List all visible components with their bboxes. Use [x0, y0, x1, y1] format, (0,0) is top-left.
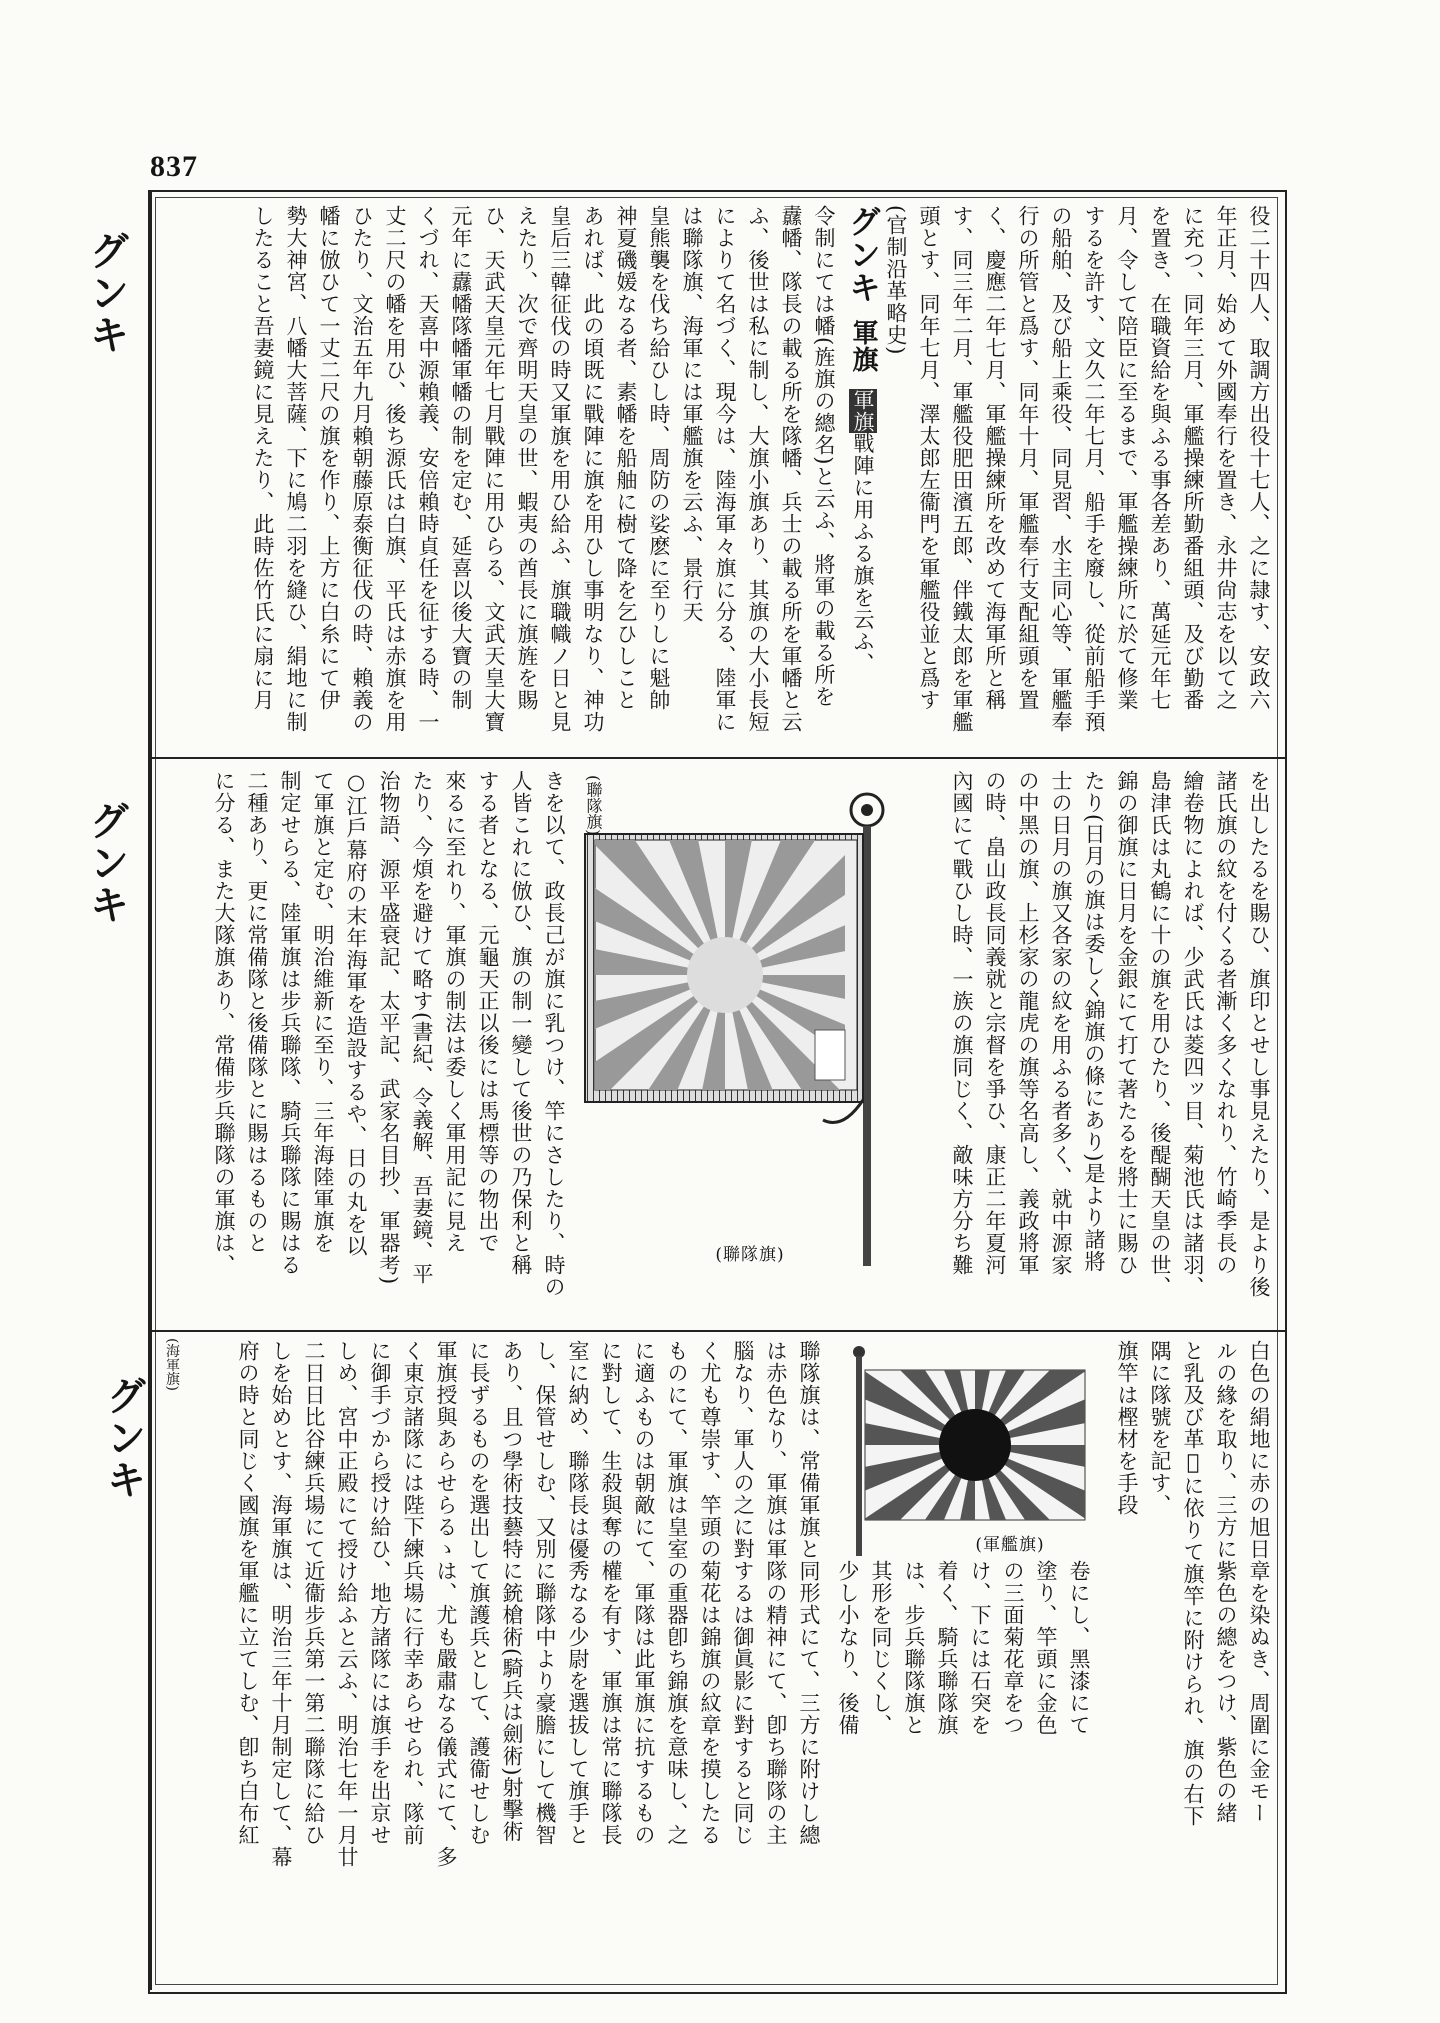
side-headword: グンキ — [100, 1375, 147, 1501]
text-line: 白色の絹地に赤の旭日章を染ぬき、周圍に金モー — [1247, 1340, 1271, 1824]
text-line: 島津氏は丸鶴に十の旗を用ひたり、後醍醐天皇の世、 — [1148, 770, 1172, 1298]
text-line: 頭とす、同年七月、澤太郎左衞門を軍艦役並と爲す — [917, 205, 941, 711]
text-line: ひたり、文治五年九月賴朝藤原泰衡征伐の時、賴義の — [350, 205, 374, 733]
section3-text-right-top — [1100, 1340, 1275, 1980]
text-line: を出したるを賜ひ、旗印とせし事見えたり、是より後 — [1247, 770, 1271, 1298]
regimental-flag-figure — [575, 770, 915, 1290]
text-line: くづれ、天喜中源賴義、安倍賴時貞任を征する時、一 — [416, 205, 440, 733]
text-line: 聯隊旗は、常備軍旗と同形式にて、三方に附けし總 — [797, 1340, 821, 1846]
text-line: 年正月、始めて外國奉行を置き、永井尙志を以て之 — [1214, 205, 1238, 711]
text-line: し、保管せしむ、又別に聯隊中より豪膽にして機智 — [533, 1340, 557, 1846]
text-line: 神夏磯媛なる者、素幡を船舳に樹て降を乞ひしこと — [614, 205, 638, 711]
figure-small-label: (聯隊旗) — [584, 775, 603, 836]
text-line: を置き、在職資給を與ふる事各差あり、萬延元年七 — [1148, 205, 1172, 711]
text-line: 人皆これに倣ひ、旗の制一變して後世の乃保利と稱 — [509, 770, 533, 1276]
text-line: は赤色なり、軍旗は軍隊の精神にて、卽ち聯隊の主 — [764, 1340, 788, 1846]
text-line: と乳及び革𨱆に依りて旗竿に附けられ、旗の右下 — [1181, 1340, 1205, 1827]
text-line: に充つ、同年三月、軍艦操練所勤番組頭、及び勤番 — [1181, 205, 1205, 711]
text-line: 錦の御旗に日月を金銀にて打て著たるを將士に賜ひ — [1115, 770, 1139, 1276]
section-divider — [150, 1330, 1285, 1332]
text-line: えたり、次で齊明天皇の世、蝦夷の酋長に旗旌を賜 — [515, 205, 539, 711]
section3-text-right-bottom — [830, 1560, 1095, 1980]
text-line: 役二十四人、取調方出役十七人、之に隷す、安政六 — [1247, 205, 1271, 711]
text-line: す、同三年二月、軍艦役肥田濱五郎、伴鐵太郎を軍艦 — [950, 205, 974, 733]
text-line: 內國にて戰ひし時、一族の旗同じく、敵味方分ち難 — [950, 770, 974, 1276]
text-line: 丈二尺の幡を用ひ、後ち源氏は白旗、平氏は赤旗を用 — [383, 205, 407, 733]
section1-text — [160, 205, 1275, 750]
figure-caption: (聯隊旗) — [715, 1245, 785, 1265]
side-headword: グンキ — [83, 230, 130, 356]
side-headword: グンキ — [83, 800, 130, 926]
text-line: け、下には石突を — [968, 1560, 992, 1736]
section2-text-right — [925, 770, 1275, 1325]
text-line: 二日日比谷練兵場にて近衞步兵第一第二聯隊に給ひ — [302, 1340, 326, 1846]
sun-disc — [939, 1409, 1011, 1481]
text-line: 二種あり、更に常備隊と後備隊とに賜はるものと — [245, 770, 269, 1254]
text-line: 行の所管と爲す、同年十月、軍艦奉行支配組頭を置 — [1016, 205, 1040, 711]
text-line: あり、且つ學術技藝特に銃槍術(騎兵は劍術)射擊術 — [500, 1340, 524, 1843]
text-line: 治物語、源平盛衰記、太平記、武家名目抄、軍器考) — [377, 770, 401, 1286]
figure-caption: (軍艦旗) — [975, 1535, 1045, 1555]
section2-text-left — [160, 770, 570, 1325]
text-line: 塗り、竿頭に金色 — [1034, 1560, 1058, 1736]
text-line: たり、今煩を避けて略す(書紀、令義解、吾妻鏡、平 — [410, 770, 434, 1286]
text-line: ものにて、軍旗は皇室の重器卽ち錦旗を意味し、之 — [665, 1340, 689, 1846]
text-line: く、慶應二年七月、軍艦操練所を改めて海軍所と稱 — [983, 205, 1007, 711]
text-line: 制定せらる、陸軍旗は步兵聯隊、騎兵聯隊に賜はる — [278, 770, 302, 1276]
text-line: に長ずるものを選出して旗護兵として、護衞せしむ — [467, 1340, 491, 1846]
entry-title-box: 軍旗 — [851, 388, 875, 433]
text-line: 隅に隊號を記す、 — [1148, 1340, 1172, 1516]
text-line: 着く、騎兵聯隊旗 — [935, 1560, 959, 1736]
naval-ensign-figure — [845, 1340, 1095, 1560]
figure-small-label: (海軍旗) — [164, 1338, 180, 1391]
text-line: は聯隊旗、海軍には軍艦旗を云ふ、景行天 — [680, 205, 704, 623]
text-line: 腦なり、軍人の之に對するは御眞影に對すると同じ — [731, 1340, 755, 1846]
text-line: ○江戶幕府の末年海軍を造設するや、日の丸を以 — [344, 770, 368, 1257]
text-line: 元年に纛幡隊幡軍幡の制を定む、延喜以後大寶の制 — [449, 205, 473, 711]
text-line: に對して、生殺與奪の權を有す、軍旗は常に聯隊長 — [599, 1340, 623, 1846]
text-line: 纛幡、隊長の載る所を隊幡、兵士の載る所を軍幡と云 — [779, 205, 803, 733]
text-line: するを許す、文久二年七月、船手を廢し、從前船手預 — [1082, 205, 1106, 733]
text-line: 卷にし、黑漆にて — [1067, 1560, 1091, 1736]
text-line: 士の日月の旗又各家の紋を用ふる者多く、就中源家 — [1049, 770, 1073, 1276]
flag-pole — [856, 1356, 862, 1556]
text-line: 其形を同じくし、 — [869, 1560, 893, 1736]
text-line: の船舶、及び船上乘役、同見習、水主同心等、軍艦奉 — [1049, 205, 1073, 733]
text-line: する者となる、元龜天正以後には馬標等の物出で — [476, 770, 500, 1254]
text-line: ふ、後世は私に制し、大旗小旗あり、其旗の大小長短 — [746, 205, 770, 733]
entry-heading: グンキ — [844, 205, 882, 304]
text-line: 來るに至れり、軍旗の制法は委しく軍用記に見え — [443, 770, 467, 1254]
text-line: 諸氏旗の紋を付くる者漸く多くなれり、竹崎季長の — [1214, 770, 1238, 1276]
entry-first-line: 戰陣に用ふる旗を云ふ、 — [851, 432, 875, 675]
text-line: 室に納め、聯隊長は優秀なる少尉を選拔して旗手と — [566, 1340, 590, 1846]
text-line: ひ、天武天皇元年七月戰陣に用ひらる、文武天皇大寶 — [482, 205, 506, 733]
text-line: 繪卷物によれば、少武氏は菱四ッ目、菊池氏は諸羽、 — [1181, 770, 1205, 1298]
text-line: ルの緣を取り、三方に紫色の總をつけ、紫色の緒 — [1214, 1340, 1238, 1824]
text-line: 幡に倣ひて一丈二尺の旗を作り、上方に白糸にて伊 — [317, 205, 341, 711]
text-line: 月、令して陪臣に至るまで、軍艦操練所に於て修業 — [1115, 205, 1139, 711]
text-line: 府の時と同じく國旗を軍艦に立てしむ、卽ち白布紅 — [236, 1340, 260, 1846]
text-line: に適ふものは朝敵にて、軍隊は此軍旗に抗するもの — [632, 1340, 656, 1846]
text-line: 令制にては幡(旌旗の總名)と云ふ、將軍の載る所を — [812, 205, 836, 708]
text-line: に御手づから授け給ひ、地方諸隊には旗手を出京せ — [368, 1340, 392, 1846]
section3-text-left — [180, 1340, 825, 1980]
text-line: て軍旗と定む、明治維新に至り、三年海陸軍旗を — [311, 770, 335, 1254]
text-line: 勢大神宮、八幡大菩薩、下に鳩二羽を縫ひ、絹地に制 — [284, 205, 308, 733]
text-line: の中黑の旗、上杉家の龍虎の旗等名高し、義政將軍 — [1016, 770, 1040, 1276]
page-number: 837 — [150, 150, 198, 183]
left-rule — [150, 190, 152, 1990]
flag-pole — [863, 826, 871, 1266]
entry-title: 軍旗 — [848, 319, 878, 374]
text-line: したること吾妻鏡に見えたり、此時佐竹氏に扇に月 — [251, 205, 275, 711]
text-line: (官制沿革略史) — [884, 205, 908, 356]
text-line: の三面菊花章をつ — [1001, 1560, 1025, 1736]
text-line: に分る、また大隊旗あり、常備步兵聯隊の軍旗は、 — [212, 770, 236, 1276]
section-divider — [150, 757, 1285, 759]
text-line: によりて名づく、現今は、陸海軍々旗に分る、陸軍に — [713, 205, 737, 733]
text-line: の時、畠山政長同義就と宗督を爭ひ、康正二年夏河 — [983, 770, 1007, 1276]
text-line: あれば、此の頃既に戰陣に旗を用ひし事明なり、神功 — [581, 205, 605, 733]
text-line: く東京諸隊には陛下練兵場に行幸あらせられ、隊前 — [401, 1340, 425, 1846]
text-line: 少し小なり、後備 — [836, 1560, 860, 1736]
text-line: しめ、宮中正殿にて授け給ふと云ふ、明治七年一月廿 — [335, 1340, 359, 1868]
text-line: 皇熊襲を伐ち給ひし時、周防の娑麽に至りしに魁帥 — [647, 205, 671, 711]
text-line: 旗竿は樫材を手段 — [1115, 1340, 1139, 1516]
text-line: く尤も尊崇す、竿頭の菊花は錦旗の紋章を摸したる — [698, 1340, 722, 1846]
text-line: きを以て、政長己が旗に乳つけ、竿にさしたり、時の — [542, 770, 566, 1298]
text-line: しを始めとす、海軍旗は、明治三年十月制定して、幕 — [269, 1340, 293, 1868]
text-line: 軍旗授與あらせらるゝは、尤も嚴肅なる儀式にて、多 — [434, 1340, 458, 1868]
text-line: は、步兵聯隊旗と — [902, 1560, 926, 1736]
text-line: たり(日月の旗は委しく錦旗の條にあり)是より諸將 — [1082, 770, 1106, 1273]
text-line: 皇后三韓征伐の時又軍旗を用ひ給ふ、旗職幟ノ日と見 — [548, 205, 572, 733]
